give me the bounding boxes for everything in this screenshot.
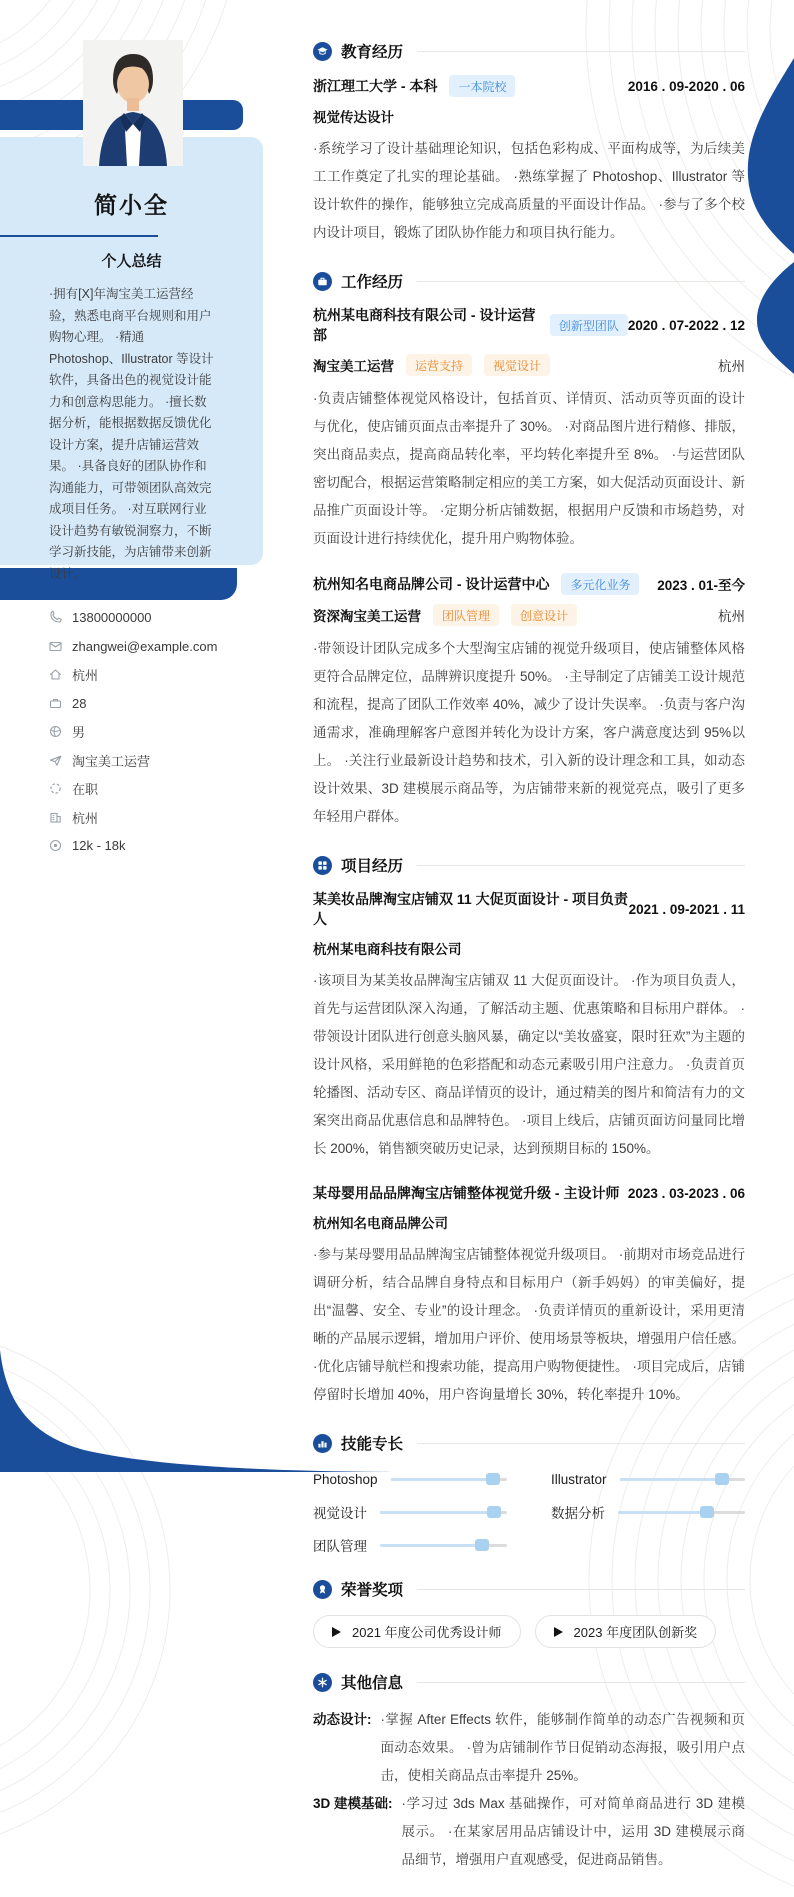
section-header — [313, 1432, 745, 1454]
work-location: 杭州 — [718, 359, 745, 374]
contact-list — [48, 607, 263, 864]
section-header — [313, 40, 745, 62]
phone-icon — [48, 610, 63, 625]
slider-handle[interactable] — [475, 1539, 489, 1551]
skill-label: Photoshop — [313, 1471, 378, 1487]
contact-value: 男 — [72, 725, 86, 740]
profile-card — [0, 137, 263, 581]
skill-team-management — [313, 1535, 507, 1555]
project-company-row — [313, 938, 745, 958]
slider-handle[interactable] — [487, 1506, 501, 1518]
other-info-detail: ·掌握 After Effects 软件，能够制作简单的动态广告视频和页面动态效果。 ·曾为店铺制作节日促销动态海报，吸引用户点击，使相关商品点击率提升 25%。 — [380, 1712, 745, 1783]
school-badge: 一本院校 — [449, 75, 515, 97]
section-rule — [417, 281, 745, 282]
city-icon — [48, 810, 63, 825]
section-title: 教育经历 — [341, 44, 404, 61]
candidate-name: 简小全 — [94, 192, 169, 218]
role-tag: 团队管理 — [433, 604, 499, 626]
section-rule — [417, 865, 745, 866]
section-title: 项目经历 — [341, 858, 404, 875]
contact-row-hometown — [48, 664, 263, 685]
major: 视觉传达设计 — [313, 110, 394, 125]
role-tag: 视觉设计 — [484, 354, 550, 376]
role-title: 资深淘宝美工运营 — [313, 609, 421, 624]
education-detail: ·系统学习了设计基础理论知识，包括色彩构成、平面构成等，为后续美工工作奠定了扎实的理论基础。 ·熟练掌握了 Photoshop、Illustrator 等设计软件的操作，能够独立完成高质量的平面设计作品。 ·参与了多个校内设计项目，锻炼了团队协作能力和项目执行能力。 — [313, 141, 745, 240]
grid-icon — [313, 856, 332, 875]
company-badge: 创新型团队 — [550, 314, 628, 336]
honor-label: 2023 年度团队创新奖 — [573, 1625, 698, 1640]
email-icon — [48, 639, 63, 654]
project-entry — [313, 889, 745, 1163]
project-company: 杭州知名电商品牌公司 — [313, 1216, 448, 1231]
section-title: 工作经历 — [341, 274, 404, 291]
skill-label: 数据分析 — [551, 1506, 605, 1521]
skill-label: Illustrator — [551, 1471, 607, 1487]
work-detail: ·带领设计团队完成多个大型淘宝店铺的视觉升级项目，使店铺整体风格更符合品牌定位，品牌辨识度提升 50%。 ·主导制定了店铺美工设计规范和流程，提高了团队工作效率 40%，减少了设计失误率。 ·负责与客户沟通需求，准确理解客户意图并转化为设计方案，客户满意度达到 95%以上。 ·关注行业最新设计趋势和技术，引入新的设计理念和工具，如动态设计效果、3D 建模展示商品等，为店铺带来新的视觉亮点，吸引了更多年轻用户群体。 — [313, 641, 745, 824]
role-tag: 运营支持 — [406, 354, 472, 376]
work-location: 杭州 — [718, 609, 745, 624]
skill-slider[interactable] — [380, 1511, 507, 1514]
contact-row-phone — [48, 607, 263, 628]
gender-icon — [48, 724, 63, 739]
main-column — [313, 40, 745, 1897]
summary-text: ·拥有[X]年淘宝美工运营经验，熟悉电商平台规则和用户购物心理。 ·精通 Photoshop、Illustrator 等设计软件，具备出色的视觉设计能力和创意构思能力。 ·擅长数据分析，能根据数据反馈优化设计方案，提升店铺运营效果。 ·具备良好的团队协作和沟通能力，可带领团队高效完成项目任务。 ·对互联网行业设计趋势有敏锐洞察力，不断学习新技能，为店铺带来创新设计。 — [49, 287, 214, 581]
major-row — [313, 106, 745, 126]
section-other-info — [313, 1671, 745, 1874]
section-header — [313, 854, 745, 876]
skill-data-analysis — [551, 1502, 745, 1522]
contact-value: 12k - 18k — [72, 838, 126, 853]
school-degree: 浙江理工大学 - 本科 — [313, 78, 438, 94]
status-icon — [48, 781, 63, 796]
contact-value: 13800000000 — [72, 610, 152, 625]
medal-icon — [313, 1580, 332, 1599]
project-name: 某母婴用品品牌淘宝店铺整体视觉升级 - 主设计师 — [313, 1185, 620, 1201]
role-title: 淘宝美工运营 — [313, 359, 394, 374]
company-row — [313, 573, 745, 595]
blue-swoosh-right — [748, 58, 794, 374]
other-info-label: 动态设计: — [313, 1712, 372, 1727]
section-education — [313, 40, 745, 247]
project-header-row — [313, 889, 745, 929]
asterisk-icon — [313, 1673, 332, 1692]
skill-slider[interactable] — [618, 1511, 745, 1514]
education-header-row — [313, 75, 745, 97]
wave-lines-bottom-left — [0, 1330, 170, 1850]
section-title: 技能专长 — [341, 1436, 404, 1453]
honor-pill[interactable] — [535, 1615, 717, 1648]
other-info-detail: ·学习过 3ds Max 基础操作，可对简单商品进行 3D 建模展示。 ·在某家居用品店铺设计中，运用 3D 建模展示商品细节，增强用户直观感受，促进商品销售。 — [401, 1796, 745, 1867]
section-header — [313, 1671, 745, 1693]
summary-title: 个人总结 — [101, 253, 162, 270]
section-title: 荣誉奖项 — [341, 1582, 404, 1599]
role-tag: 创意设计 — [511, 604, 577, 626]
slider-handle[interactable] — [486, 1473, 500, 1485]
honor-pill[interactable] — [313, 1615, 521, 1648]
section-honors — [313, 1578, 745, 1648]
section-skills — [313, 1432, 745, 1555]
section-rule — [417, 51, 745, 52]
work-date: 2023 . 01-至今 — [657, 578, 745, 593]
name-divider — [0, 235, 158, 237]
section-rule — [417, 1589, 745, 1590]
bar-chart-icon — [313, 1434, 332, 1453]
company-name: 杭州某电商科技有限公司 - 设计运营部 — [313, 307, 536, 343]
project-name: 某美妆品牌淘宝店铺双 11 大促页面设计 - 项目负责人 — [313, 891, 629, 927]
section-header — [313, 270, 745, 292]
skills-grid — [313, 1469, 745, 1555]
section-work — [313, 270, 745, 831]
contact-value: 杭州 — [72, 810, 99, 826]
contact-row-target-job — [48, 750, 263, 771]
education-date: 2016 . 09-2020 . 06 — [627, 78, 745, 94]
contact-value: zhangwei@example.com — [72, 638, 218, 654]
contact-row-age — [48, 693, 263, 714]
project-date: 2023 . 03-2023 . 06 — [627, 1185, 745, 1201]
contact-value: 淘宝美工运营 — [72, 753, 151, 769]
age-icon — [48, 696, 63, 711]
project-date: 2021 . 09-2021 . 11 — [628, 901, 745, 917]
work-detail: ·负责店铺整体视觉风格设计，包括首页、详情页、活动页等页面的设计与优化，使店铺页面点击率提升了 30%。 ·对商品图片进行精修、排版，突出商品卖点，提高商品转化率，平均转化率提升至 8%。 ·与运营团队密切配合，根据运营策略制定相应的美工方案，如大促活动页面设计、新品推广页面设计等。 ·定期分析店铺数据，根据用户反馈和市场趋势，对页面设计进行持续优化，提升用户购物体验。 — [313, 391, 745, 546]
contact-row-email — [48, 636, 263, 657]
skill-illustrator — [551, 1469, 745, 1489]
skill-slider[interactable] — [391, 1478, 507, 1481]
target-job-icon — [48, 753, 63, 768]
slider-handle[interactable] — [700, 1506, 714, 1518]
briefcase-icon — [313, 272, 332, 291]
project-detail: ·参与某母婴用品品牌淘宝店铺整体视觉升级项目。 ·前期对市场竞品进行调研分析，结合品牌自身特点和目标用户（新手妈妈）的审美偏好，提出“温馨、安全、专业”的设计理念。 ·负责详情页的重新设计，采用更清晰的产品展示逻辑，增加用户评价、使用场景等板块，增强用户信任感。 ·优化店铺导航栏和搜索功能，提高用户购物便捷性。 ·项目完成后，店铺停留时长增加 40%，用户咨询量增长 30%，转化率提升 10%。 — [313, 1247, 745, 1402]
slider-handle[interactable] — [715, 1473, 729, 1485]
home-icon — [48, 667, 63, 682]
graduation-cap-icon — [313, 42, 332, 61]
project-entry — [313, 1183, 745, 1409]
contact-value: 在职 — [72, 782, 99, 797]
work-entry — [313, 305, 745, 553]
honors-list — [313, 1615, 745, 1648]
play-icon — [554, 1627, 563, 1637]
role-row — [313, 604, 745, 626]
work-entry — [313, 573, 745, 831]
contact-row-salary — [48, 835, 263, 856]
company-row — [313, 305, 745, 345]
section-rule — [417, 1443, 745, 1444]
project-detail: ·该项目为某美妆品牌淘宝店铺双 11 大促页面设计。 ·作为项目负责人，首先与运营团队深入沟通，了解活动主题、优惠策略和目标用户群体。 ·带领设计团队进行创意头脑风暴，确定以“美妆盛宴，限时狂欢”为主题的设计风格，采用鲜艳的色彩搭配和动态元素吸引用户注意力。 ·负责首页轮播图、活动专区、商品详情页的设计，通过精美的图片和简洁有力的文案突出商品优惠信息和品牌特色。 ·项目上线后，店铺页面访问量同比增长 200%，销售额突破历史记录，达到预期目标的 150%。 — [313, 973, 745, 1156]
skill-label: 团队管理 — [313, 1539, 367, 1554]
profile-photo — [83, 40, 183, 166]
skill-slider[interactable] — [620, 1478, 745, 1481]
project-company-row — [313, 1212, 745, 1232]
skill-photoshop — [313, 1469, 507, 1489]
honor-label: 2021 年度公司优秀设计师 — [352, 1625, 502, 1640]
contact-row-city — [48, 807, 263, 828]
section-header — [313, 1578, 745, 1600]
project-header-row — [313, 1183, 745, 1203]
role-row — [313, 354, 745, 376]
contact-row-gender — [48, 721, 263, 742]
education-entry — [313, 75, 745, 247]
other-info-row — [313, 1790, 745, 1874]
play-icon — [332, 1627, 341, 1637]
section-rule — [417, 1682, 745, 1683]
work-date: 2020 . 07-2022 . 12 — [627, 317, 745, 333]
contact-value: 28 — [72, 695, 87, 711]
company-name: 杭州知名电商品牌公司 - 设计运营中心 — [313, 576, 550, 592]
skill-label: 视觉设计 — [313, 1506, 367, 1521]
skill-slider[interactable] — [380, 1544, 507, 1547]
section-title: 其他信息 — [341, 1675, 404, 1692]
project-company: 杭州某电商科技有限公司 — [313, 942, 462, 957]
contact-value: 杭州 — [72, 668, 99, 683]
contact-row-status — [48, 778, 263, 799]
other-info-label: 3D 建模基础: — [313, 1796, 393, 1811]
skill-visual-design — [313, 1502, 507, 1522]
company-badge: 多元化业务 — [561, 573, 639, 595]
section-projects — [313, 854, 745, 1409]
salary-icon — [48, 838, 63, 853]
other-info-row — [313, 1706, 745, 1790]
